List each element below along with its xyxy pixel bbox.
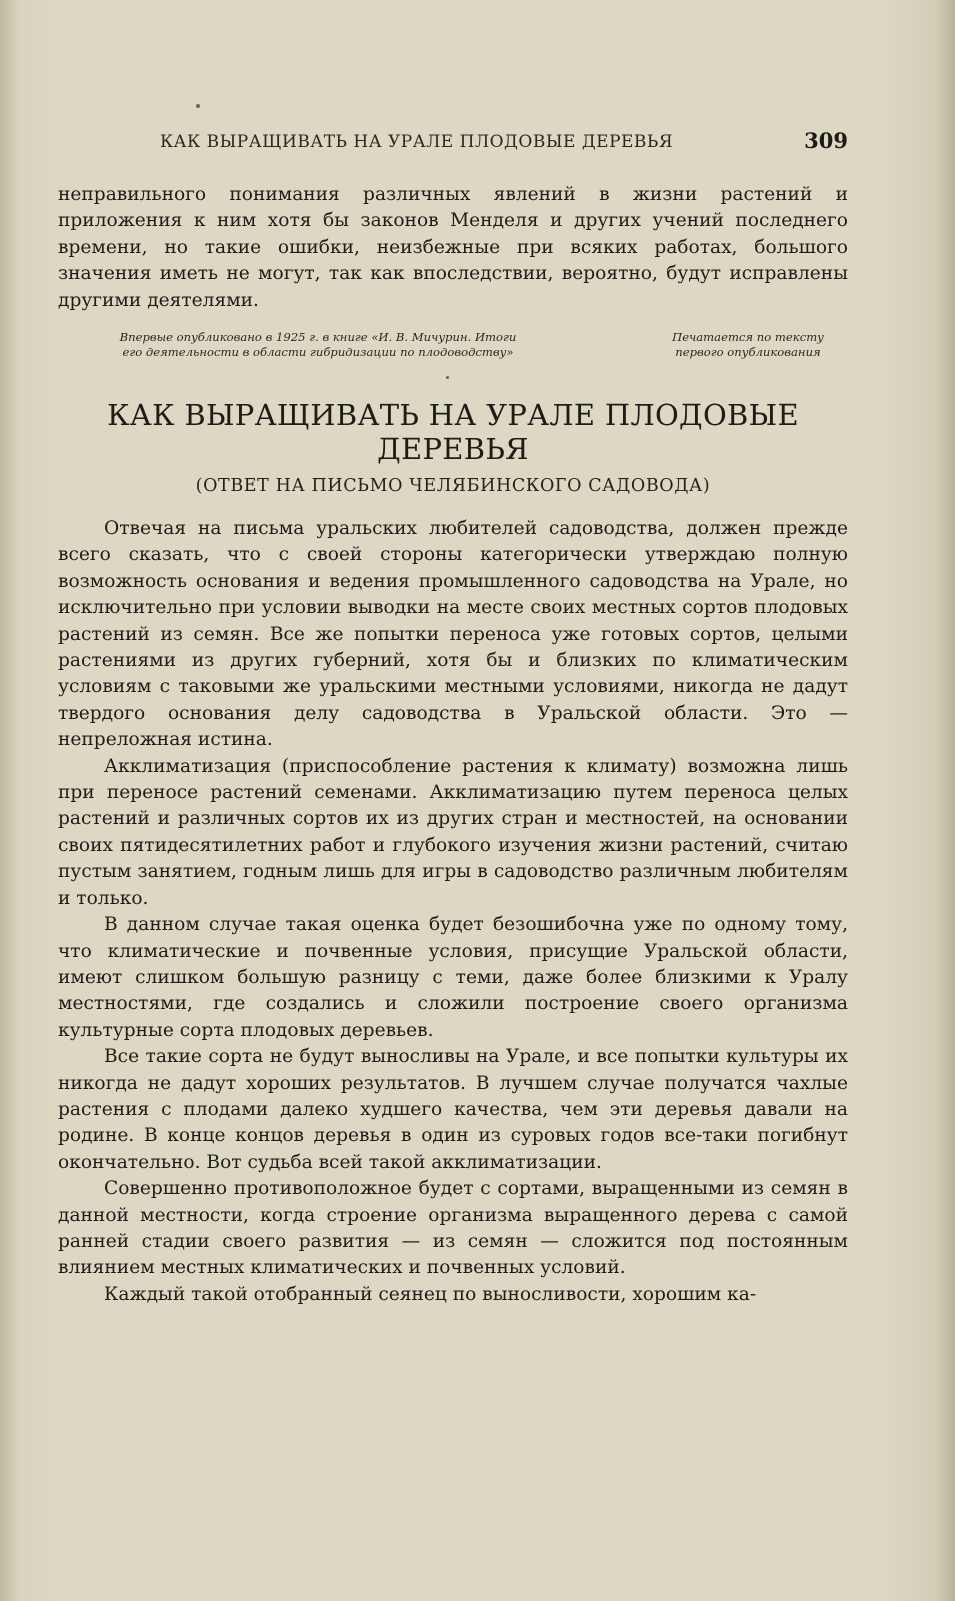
publication-note-line: его деятельности в области гибридизации по плодоводству» (122, 345, 514, 359)
printing-note-line: первого опубликования (675, 345, 821, 359)
continued-paragraph (58, 182, 848, 314)
publication-note (58, 330, 578, 360)
print-speck (196, 104, 200, 108)
printing-note-line: Печатается по тексту (672, 330, 824, 344)
article-paragraph: Акклиматизация (приспособление растения к климату) возможна лишь при переносе растений семенами. Акклиматизацию путем переноса целых растений и различных сортов их из других стран и местностей, на основании своих пятидесятилетних работ и глубокого изучения жизни растений, считаю пустым занятием, годным лишь для игры в садоводство различным любителям и только. (58, 755, 848, 909)
article-paragraph: Совершенно противоположное будет с сортами, выращенными из семян в данной местности, когда строение организма выращенного дерева с самой ранней стадии своего развития — из семян — сложится под постоянным влиянием местных климатических и почвенных условий. (58, 1178, 848, 1279)
article-title-line: ДЕРЕВЬЯ (377, 432, 529, 466)
source-note (58, 330, 848, 366)
article-subtitle: (ОТВЕТ НА ПИСЬМО ЧЕЛЯБИНСКОГО САДОВОДА) (195, 476, 711, 496)
article-paragraph: В данном случае такая оценка будет безошибочна уже по одному тому, что климатические и почвенные условия, присущие Уральской области, имеют слишком большую разницу с теми, даже более близкими к Уралу местностями, где создались и сложили построение своего организма культурные сорта плодовых деревьев. (58, 914, 848, 1041)
running-head-title: КАК ВЫРАЩИВАТЬ НА УРАЛЕ ПЛОДОВЫЕ ДЕРЕВЬЯ (160, 132, 674, 152)
article-paragraph: Все такие сорта не будут выносливы на Урале, и все попытки культуры их никогда не дадут хороших результатов. В лучшем случае получатся чахлые растения с плодами далеко худшего качества, чем эти деревья давали на родине. В конце концов деревья в один из суровых годов все-таки погибнут окончательно. Вот судьба всей такой акклиматизации. (58, 1046, 848, 1173)
running-head (60, 128, 850, 158)
printing-note (648, 330, 848, 360)
article-paragraph: Отвечая на письма уральских любителей садоводства, должен прежде всего сказать, что с своей стороны категорически утверждаю полную возможность основания и ведения промышленного садоводства на Урале, но исключительно при условии выводки на месте своих местных сортов плодовых растений из семян. Все же попытки переноса уже готовых сортов, целыми растениями из других губерний, хотя бы и близких по климатическим условиям с таковыми же уральскими местными условиями, никогда не дадут твердого основания делу садоводства в Уральской области. Это — непреложная истина. (58, 518, 848, 751)
article-paragraph: Каждый такой отобранный сеянец по выносливости, хорошим ка- (104, 1283, 757, 1305)
article-title (58, 398, 848, 466)
page-number: 309 (804, 128, 848, 153)
article-body (58, 516, 848, 1308)
print-speck (446, 376, 449, 379)
publication-note-line: Впервые опубликовано в 1925 г. в книге «И. В. Мичурин. Итоги (119, 330, 517, 344)
continued-paragraph-text: неправильного понимания различных явлений в жизни растений и приложения к ним хотя бы законов Менделя и других учений последнего времени, но такие ошибки, неизбежные при всяких работах, большого значения иметь не могут, так как впоследствии, вероятно, будут исправлены другими деятелями. (58, 184, 848, 311)
article-title-line: КАК ВЫРАЩИВАТЬ НА УРАЛЕ ПЛОДОВЫЕ (107, 398, 799, 432)
